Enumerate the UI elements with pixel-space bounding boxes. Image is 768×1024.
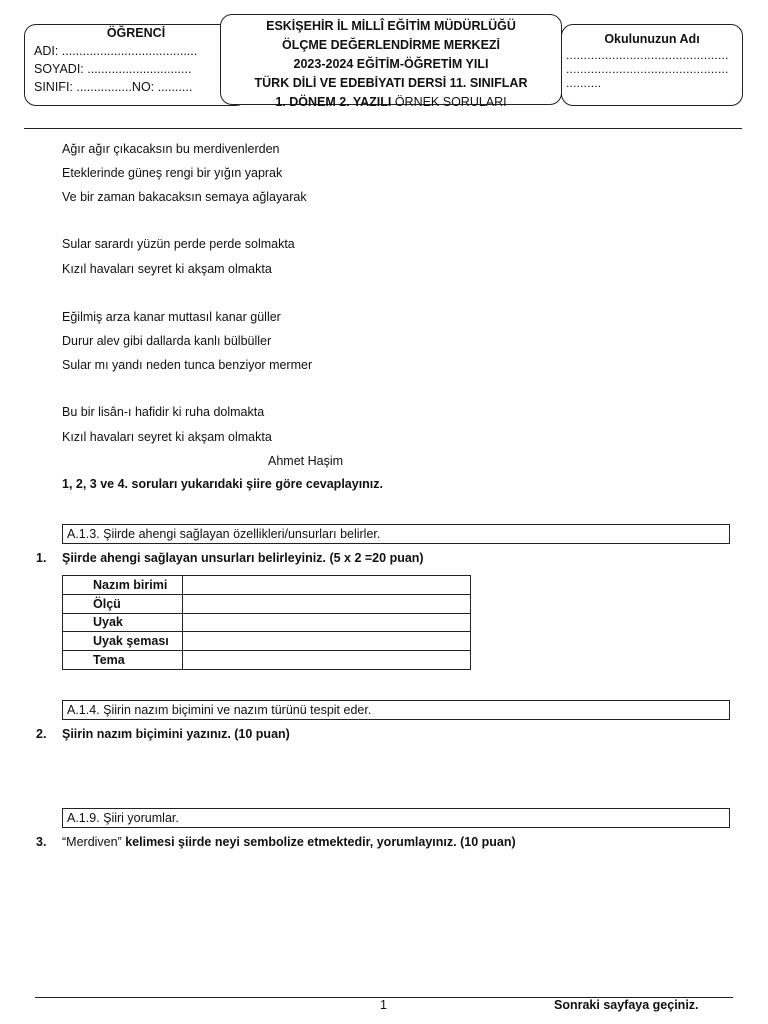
header-divider — [24, 128, 742, 129]
answer-cell[interactable] — [183, 651, 471, 670]
question-text: Şiirde ahengi sağlayan unsurları belirleyiniz. (5 x 2 =20 puan) — [62, 551, 424, 565]
title-line-3: 2023-2024 EĞİTİM-ÖĞRETİM YILI — [293, 57, 489, 71]
answer-cell[interactable] — [183, 594, 471, 613]
poem-line: Kızıl havaları seyret ki akşam olmakta — [62, 262, 272, 276]
school-name-box — [561, 24, 743, 106]
question-number: 2. — [36, 727, 47, 741]
school-name-line-3[interactable]: .......... — [566, 76, 602, 90]
student-name-field[interactable]: ADI: ....................................... — [34, 44, 198, 58]
title-line-1: ESKİŞEHİR İL MİLLÎ EĞİTİM MÜDÜRLÜĞÜ — [266, 19, 516, 33]
student-surname-field[interactable]: SOYADI: .............................. — [34, 62, 192, 76]
table-row-label: Tema — [63, 651, 183, 670]
poem-line: Eteklerinde güneş rengi bir yığın yaprak — [62, 166, 283, 180]
exam-title-box — [220, 14, 562, 109]
question-text-bold: kelimesi şiirde neyi sembolize etmektedir, yorumlayınız. (10 puan) — [121, 835, 516, 849]
school-name-line-2[interactable]: .............................................. — [566, 62, 729, 76]
answer-cell[interactable] — [183, 632, 471, 651]
student-class-number-field[interactable]: SINIFI: ................NO: .......... — [34, 80, 193, 94]
table-row-label: Nazım birimi — [63, 576, 183, 595]
poem-line: Kızıl havaları seyret ki akşam olmakta — [62, 430, 272, 444]
poem-author: Ahmet Haşim — [268, 454, 344, 468]
learning-outcome-box: A.1.3. Şiirde ahengi sağlayan özellikleri/unsurları belirler. — [62, 524, 730, 544]
school-name-line-1[interactable]: .............................................. — [566, 48, 729, 62]
table-row-label: Uyak şeması — [63, 632, 183, 651]
answer-table — [62, 575, 471, 670]
question-text — [62, 835, 516, 849]
question-number: 1. — [36, 551, 47, 565]
student-box-title: ÖĞRENCİ — [106, 26, 166, 40]
answer-cell[interactable] — [183, 613, 471, 632]
instruction-text: 1, 2, 3 ve 4. soruları yukarıdaki şiire göre cevaplayınız. — [62, 477, 384, 491]
poem-line: Ağır ağır çıkacaksın bu merdivenlerden — [62, 142, 280, 156]
title-line-2: ÖLÇME DEĞERLENDİRME MERKEZİ — [281, 38, 501, 52]
question-number: 3. — [36, 835, 47, 849]
title-line-5-normal: ÖRNEK SORULARI — [391, 95, 507, 109]
poem-line: Bu bir lisân-ı hafidir ki ruha dolmakta — [62, 405, 265, 419]
learning-outcome-box: A.1.9. Şiiri yorumlar. — [62, 808, 730, 828]
poem-line: Eğilmiş arza kanar muttasıl kanar güller — [62, 310, 281, 324]
learning-outcome-box: A.1.4. Şiirin nazım biçimini ve nazım türünü tespit eder. — [62, 700, 730, 720]
question-keyword: “Merdiven” — [62, 835, 122, 849]
next-page-note: Sonraki sayfaya geçiniz. — [554, 998, 699, 1012]
title-line-5 — [221, 93, 561, 112]
student-info-box — [24, 24, 248, 106]
page-number: 1 — [380, 998, 387, 1012]
poem-line: Ve bir zaman bakacaksın semaya ağlayarak — [62, 190, 307, 204]
table-row-label: Ölçü — [63, 594, 183, 613]
table-row — [63, 651, 471, 670]
table-row — [63, 632, 471, 651]
poem-line: Sular mı yandı neden tunca benziyor mermer — [62, 358, 313, 372]
poem-line: Durur alev gibi dallarda kanlı bülbüller — [62, 334, 272, 348]
table-row — [63, 613, 471, 632]
question-text: Şiirin nazım biçimini yazınız. (10 puan) — [62, 727, 290, 741]
table-row-label: Uyak — [63, 613, 183, 632]
poem-line: Sular sarardı yüzün perde perde solmakta — [62, 237, 295, 251]
title-line-5-bold: 1. DÖNEM 2. YAZILI — [275, 95, 392, 109]
table-row — [63, 576, 471, 595]
title-line-4: TÜRK DİLİ VE EDEBİYATI DERSİ 11. SINIFLAR — [254, 76, 528, 90]
answer-cell[interactable] — [183, 576, 471, 595]
school-box-title: Okulunuzun Adı — [604, 32, 700, 46]
table-row — [63, 594, 471, 613]
